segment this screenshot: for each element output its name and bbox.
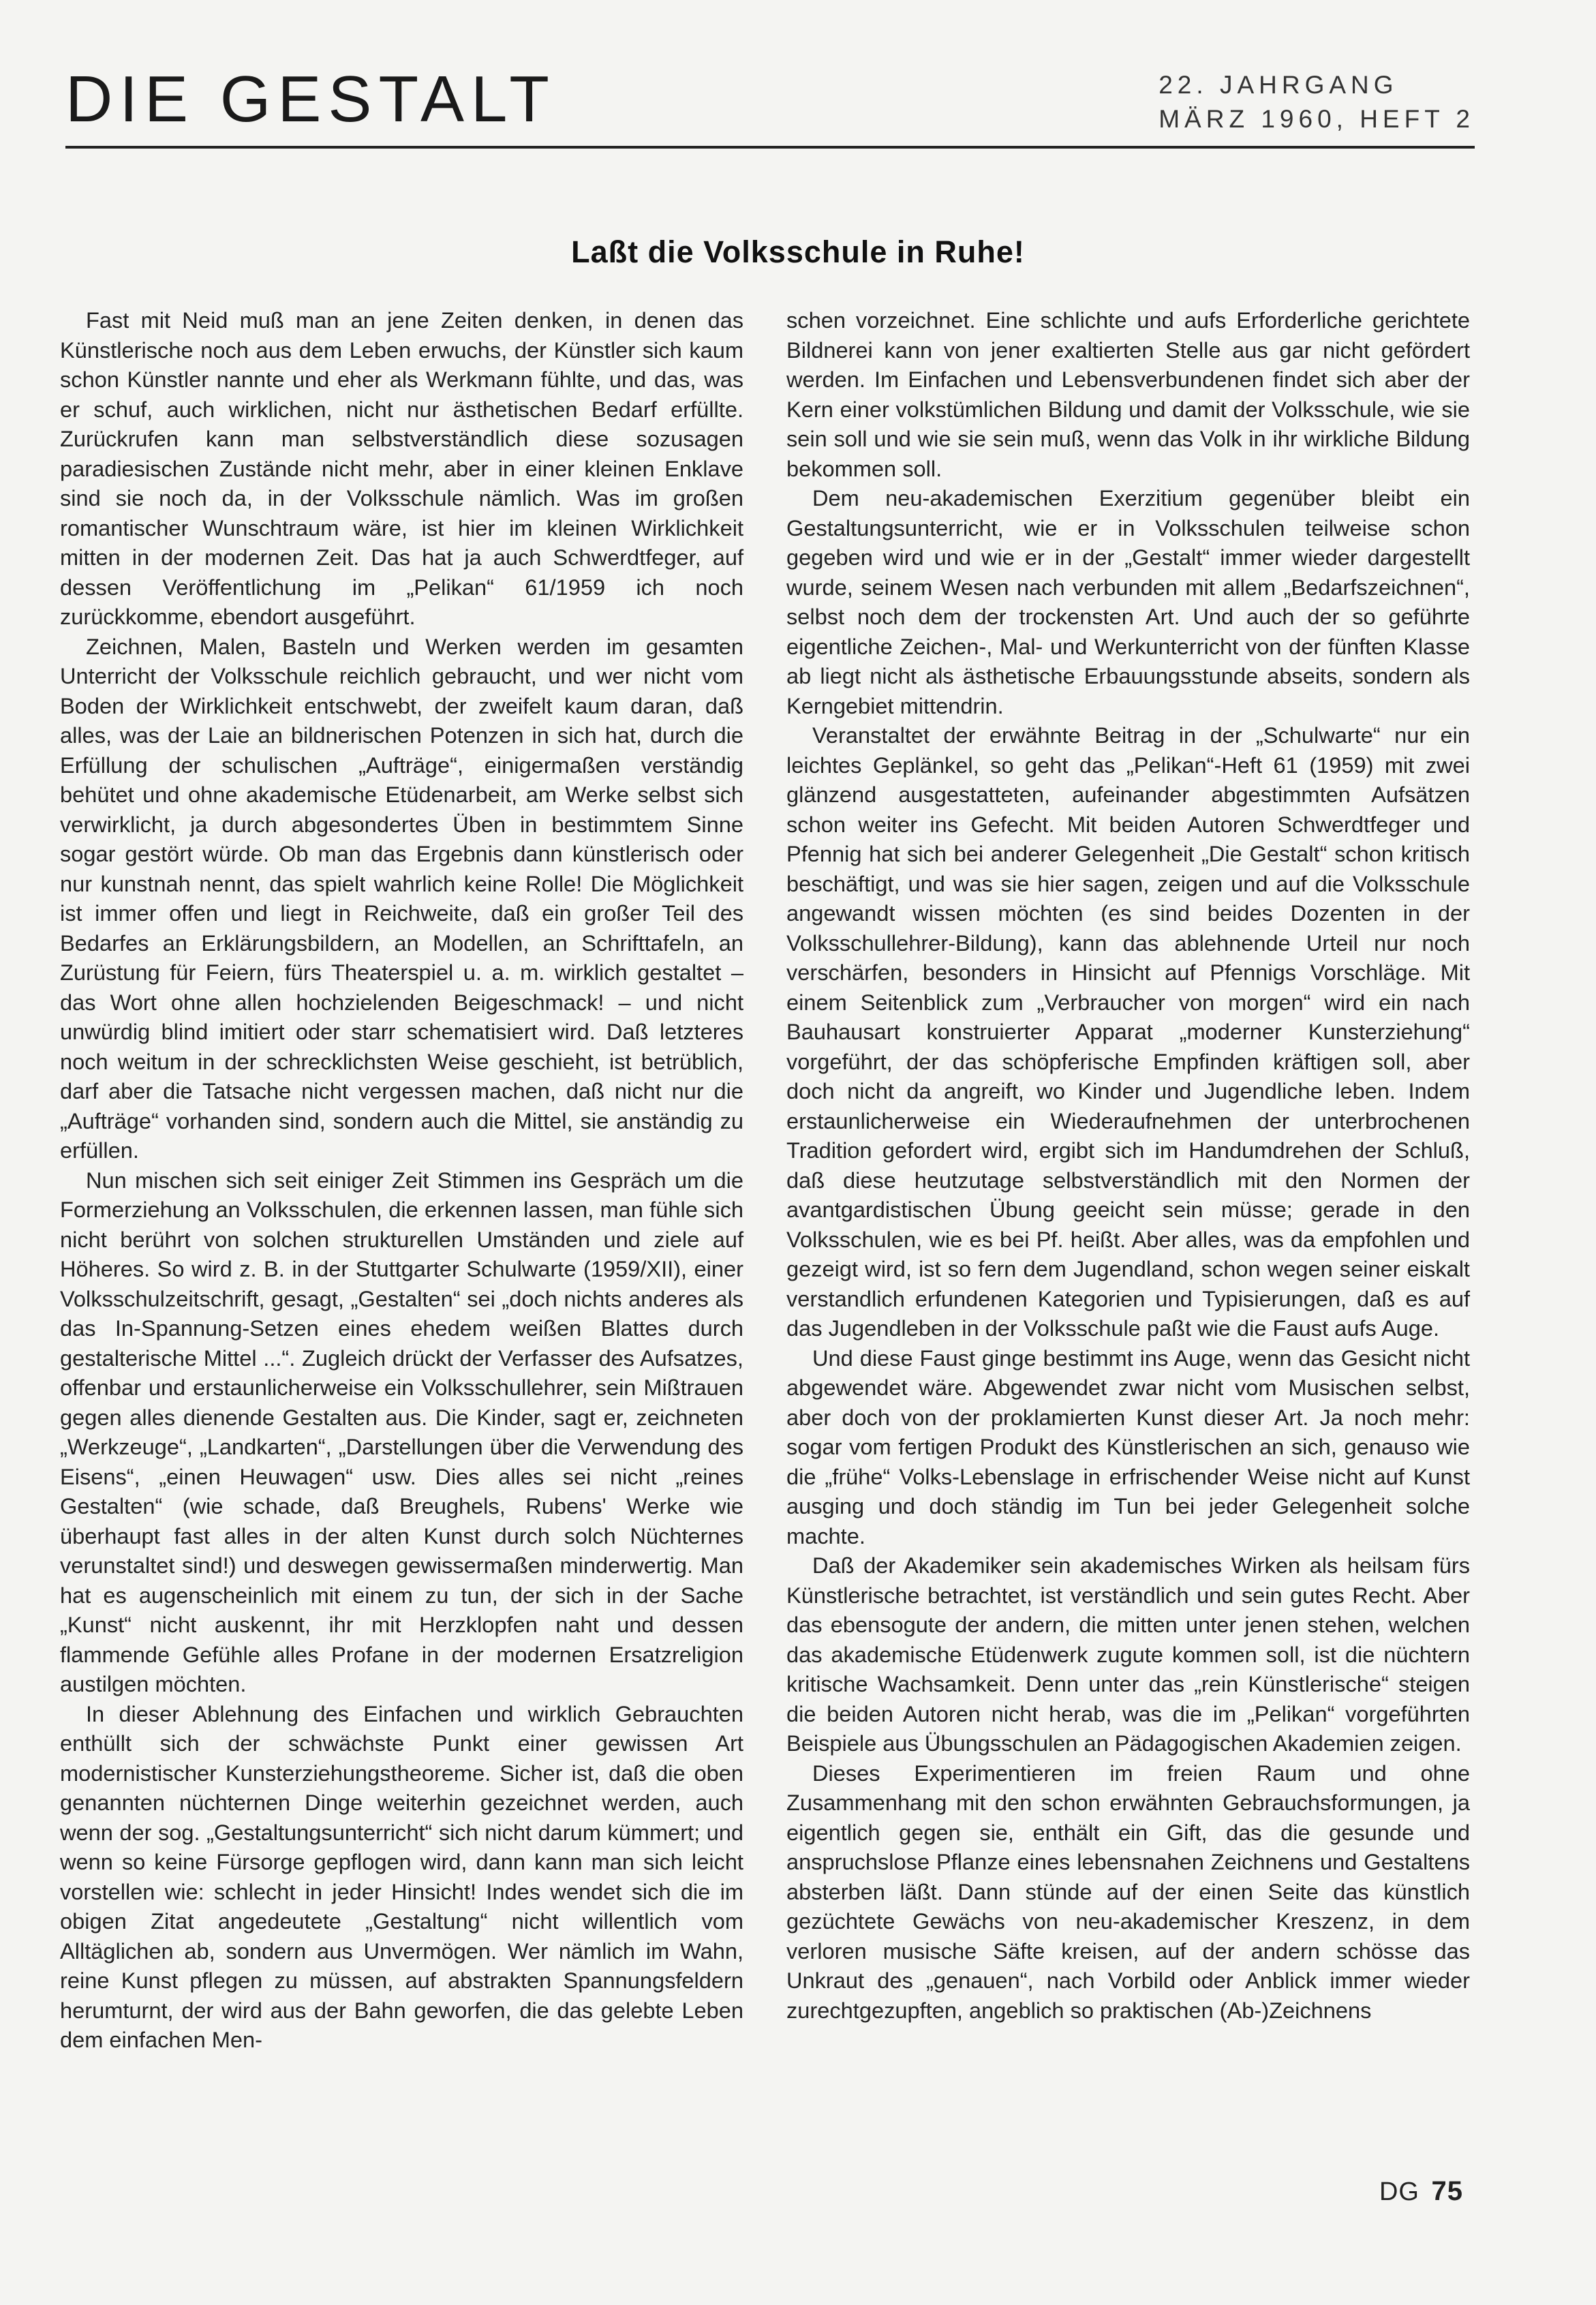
- left-column: [60, 305, 743, 2055]
- paragraph: Veranstaltet der erwähnte Beitrag in der „Schulwarte“ nur ein leichtes Geplänkel, so geht das „Pelikan“-Heft 61 (1959) mit zwei glänzend ausgestatteten, aufeinander abgestimmten Aufsätzen schon weiter ins Gefecht. Mit beiden Autoren Schwerdtfeger und Pfennig hat sich bei anderer Gelegenheit „Die Gestalt“ schon kritisch beschäftigt, und was sie hier sagen, zeigen und auf die Volksschule angewandt wissen möchten (es sind beides Dozenten in der Volksschullehrer-Bildung), kann das ablehnende Urteil nur noch verschärfen, besonders in Hinsicht auf Pfennigs Vorschläge. Mit einem Seitenblick zum „Verbraucher von morgen“ wird ein nach Bauhausart konstruierter Apparat „moderner Kunsterziehung“ vorgeführt, der das schöpferische Empfinden kräftigen soll, aber doch nicht da angreift, wo Kinder und Jugendliche leben. Indem erstaunlicherweise ein Wiederaufnehmen der unterbrochenen Tradition gefordert wird, ergibt sich im Handumdrehen der Schluß, daß diese heutzutage selbstverständlich mit den Normen der avantgardistischen Übung geeicht sein müsse; gerade in den Volksschulen, wie es bei Pf. heißt. Aber alles, was da empfohlen und gezeigt wird, ist so fern dem Jugendland, schon wegen seiner eiskalt verstandlich erfundenen Kategorien und Typisierungen, daß es auf das Jugendleben in der Volksschule paßt wie die Faust aufs Auge.: [786, 722, 1470, 1341]
- paragraph: Dem neu-akademischen Exerzitium gegenüber bleibt ein Gestaltungsunterricht, wie er in Volksschulen teilweise schon gegeben wird und wie er in der „Gestalt“ immer wieder dargestellt wurde, seinem Wesen nach verbunden mit allem „Bedarfszeichnen“, selbst noch dem der trockensten Art. Und auch der so geführte eigentliche Zeichen-, Mal- und Werkunterricht von der fünften Klasse ab liegt nicht als ästhetische Erbauungsstunde abseits, sondern als Kerngebiet mittendrin.: [786, 485, 1470, 718]
- article-headline: Laßt die Volksschule in Ruhe!: [571, 234, 1025, 269]
- journal-title: DIE GESTALT: [65, 63, 556, 136]
- paragraph: Fast mit Neid muß man an jene Zeiten denken, in denen das Künstlerische noch aus dem Leben erwuchs, der Künstler sich kaum schon Künstler nannte und eher als Werkmann fühlte, und das, was er schuf, auch wirklichen, nicht nur ästhetischen Bedarf erfüllte. Zurückrufen kann man selbstverständlich diese sozusagen paradiesischen Zustände nicht mehr, aber in einer kleinen Enklave sind sie noch da, in der Volksschule nämlich. Was im großen romantischer Wunschtraum wäre, ist hier im kleinen Wirklichkeit mitten in der modernen Zeit. Das hat ja auch Schwerdtfeger, auf dessen Veröffentlichung im „Pelikan“ 61/1959 ich noch zurückkomme, ebendort ausgeführt.: [60, 307, 743, 629]
- issue-info: [1158, 68, 1475, 136]
- masthead-rule: [65, 146, 1475, 149]
- paragraph-continuation: schen vorzeichnet. Eine schlichte und aufs Erforderliche gerichtete Bildnerei kann von jener exaltierten Stelle aus gar nicht gefördert werden. Im Einfachen und Lebensverbundenen findet sich aber der Kern einer volkstümlichen Bildung und damit der Volksschule, wie sie sein soll und wie sie sein muß, wenn das Volk in ihr wirkliche Bildung bekommen soll.: [786, 307, 1470, 481]
- paragraph: In dieser Ablehnung des Einfachen und wirklich Gebrauchten enthüllt sich der schwächste Punkt einer gewissen Art modernistischer Kunsterziehungstheoreme. Sicher ist, daß die oben genannten nüchternen Dinge weiterhin gezeichnet werden, auch wenn der sog. „Gestaltungsunterricht“ sich nicht darum kümmert; und wenn so keine Fürsorge gepflogen wird, dann kann man sich leicht vorstellen wie: schlecht in jeder Hinsicht! Indes wendet sich die im obigen Zitat angedeutete „Gestaltung“ nicht willentlich vom Alltäglichen ab, sondern aus Unvermögen. Wer nämlich im Wahn, reine Kunst pflegen zu müssen, auf abstrakten Spannungsfeldern herumturnt, der wird aus der Bahn geworfen, die das gelebte Leben dem einfachen Men-: [60, 1700, 743, 2052]
- paragraph: Daß der Akademiker sein akademisches Wirken als heilsam fürs Künstlerische betrachtet, ist verständlich und sein gutes Recht. Aber das ebensogute der andern, die mitten unter jenen stehen, welchen das akademische Etüdenwerk zugute kommen soll, ist die nüchtern kritische Wachsamkeit. Denn unter das „rein Künstlerische“ steigen die beiden Autoren nicht herab, was die im „Pelikan“ vorgeführten Beispiele aus Übungsschulen an Pädagogischen Akademien zeigen.: [786, 1553, 1470, 1756]
- paragraph: Dieses Experimentieren im freien Raum und ohne Zusammenhang mit den schon erwähnten Gebrauchsformungen, ja eigentlich gegen sie, enthält ein Gift, das die gesunde und anspruchslose Pflanze eines lebensnahen Zeichnens und Gestaltens absterben läßt. Dann stünde auf der einen Seite das künstlich gezüchtete Gewächs von neu-akademischer Kreszenz, in dem verloren musische Säfte kreisen, auf der andern schösse das Unkraut des „genauen“, nach Vorbild oder Anblick immer wieder zurechtgezupften, angeblich so praktischen (Ab-)Zeichnens: [786, 1760, 1470, 2023]
- folio-prefix: DG: [1379, 2178, 1419, 2206]
- paragraph: Nun mischen sich seit einiger Zeit Stimmen ins Gespräch um die Formerziehung an Volksschulen, die erkennen lassen, man fühle sich nicht berührt von solchen strukturellen Umständen und ziele auf Höheres. So wird z. B. in der Stuttgarter Schulwarte (1959/XII), einer Volksschulzeitschrift, gesagt, „Gestalten“ sei „doch nichts anderes als das In-Spannung-Setzen eines ehedem weißen Blattes durch gestalterische Mittel ...“. Zugleich drückt der Verfasser des Aufsatzes, offenbar und erstaunlicherweise ein Volksschullehrer, sein Mißtrauen gegen alles dienende Gestalten aus. Die Kinder, sagt er, zeichneten „Werkzeuge“, „Landkarten“, „Darstellungen über die Verwendung des Eisens“, „einen Heuwagen“ usw. Dies alles sei nicht „reines Gestalten“ (wie schade, daß Breughels, Rubens' Werke wie überhaupt fast alles in der alten Kunst durch solch Nüchternes verunstaltet sind!) und deswegen gewissermaßen minderwertig. Man hat es augenscheinlich mit einem zu tun, der sich in der Sache „Kunst“ nicht auskennt, ihr mit Herzklopfen naht und dessen flammende Gefühle alles Profane in der modernen Ersatzreligion austilgen möchten.: [60, 1167, 743, 1696]
- page-folio: [1379, 2176, 1463, 2207]
- masthead: [65, 65, 1475, 147]
- paragraph: Und diese Faust ginge bestimmt ins Auge, wenn das Gesicht nicht abgewendet wäre. Abgewendet zwar nicht vom Musischen selbst, aber doch von der proklamierten Kunst dieser Art. Ja noch mehr: sogar vom fertigen Produkt des Künstlerischen an sich, genauso wie die „frühe“ Volks-Lebenslage in erfrischender Weise nicht auf Kunst ausging und doch ständig im Tun bei jeder Gelegenheit solche machte.: [786, 1345, 1470, 1548]
- volume-label: 22. JAHRGANG: [1158, 71, 1398, 99]
- issue-date: MÄRZ 1960, HEFT 2: [1158, 105, 1475, 133]
- page-number: 75: [1431, 2176, 1463, 2206]
- paragraph: Zeichnen, Malen, Basteln und Werken werden im gesamten Unterricht der Volksschule reichlich gebraucht, und wer nicht vom Boden der Wirklichkeit entschwebt, der zweifelt kaum daran, daß alles, was der Laie an bildnerischen Potenzen in sich hat, durch die Erfüllung der schulischen „Aufträge“, einigermaßen verständig behütet und ohne akademische Etüdenarbeit, am Werke selbst sich verwirklicht, ja durch abgesondertes Üben in bestimmtem Sinne sogar gestört würde. Ob man das Ergebnis dann künstlerisch oder nur kunstnah nennt, das spielt wahrlich keine Rolle! Die Möglichkeit ist immer offen und liegt in Reichweite, daß ein großer Teil des Bedarfes an Erklärungsbildern, an Modellen, an Schrifttafeln, an Zurüstung für Feiern, fürs Theaterspiel u. a. m. wirklich gestaltet – das Wort ohne allen hochzielenden Beigeschmack! – und nicht unwürdig blind imitiert oder starr schematisiert wird. Daß letzteres noch weitum in der schrecklichsten Weise geschieht, ist betrüblich, darf aber die Tatsache nicht vergessen machen, daß nicht nur die „Aufträge“ vorhanden sind, sondern auch die Mittel, sie anständig zu erfüllen.: [60, 633, 743, 1163]
- right-column: [786, 305, 1470, 2025]
